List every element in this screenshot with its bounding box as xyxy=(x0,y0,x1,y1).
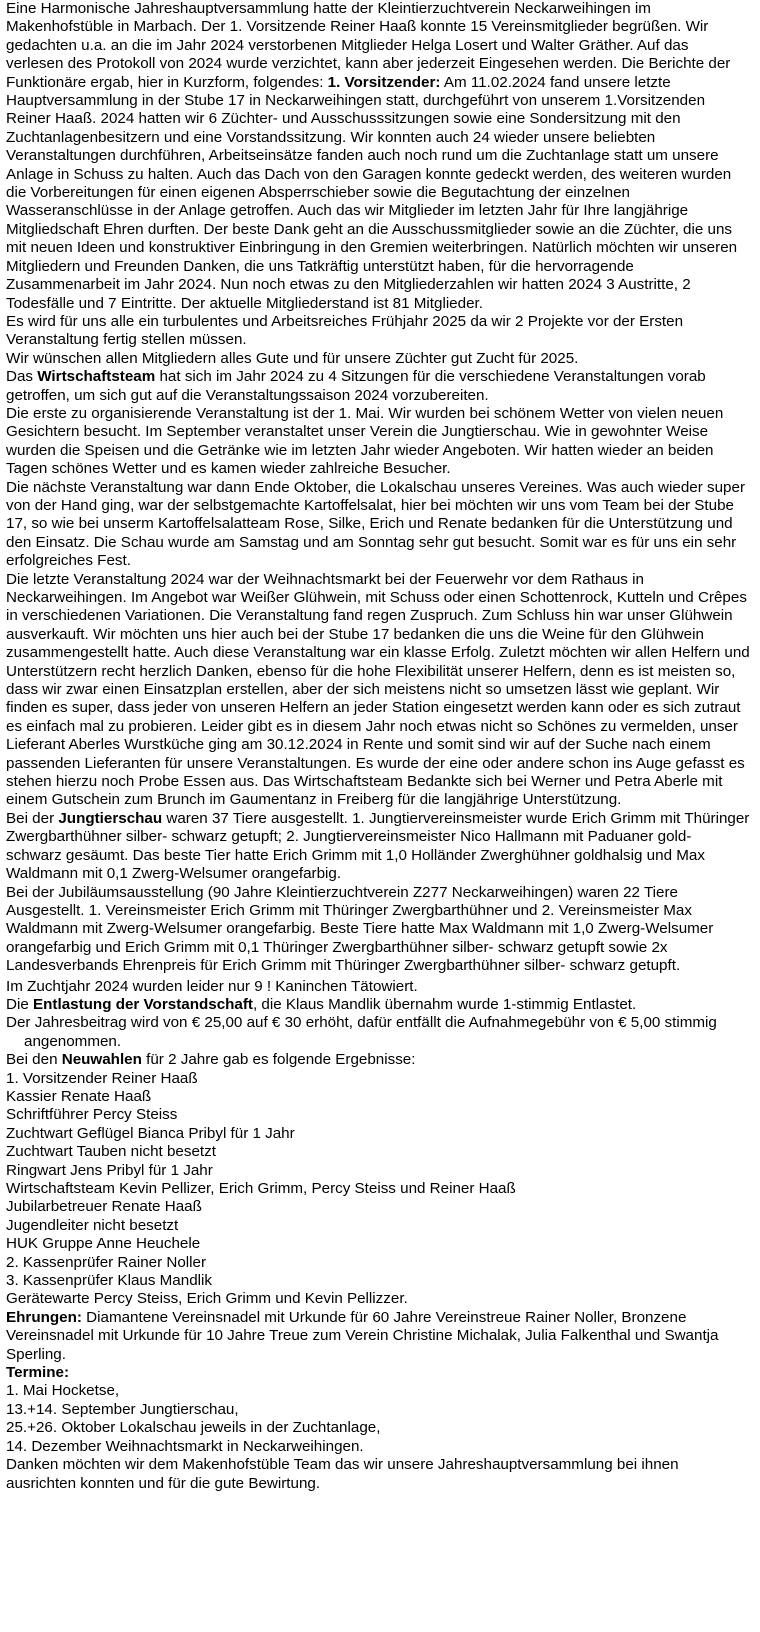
election-line xyxy=(6,1088,750,1106)
termine-heading xyxy=(6,1364,750,1382)
jungtierschau-paragraph xyxy=(6,810,750,884)
election-line xyxy=(6,1235,750,1253)
text-run: Das xyxy=(6,368,38,386)
text-run: Kassier Renate Haaß xyxy=(6,1087,152,1105)
election-line xyxy=(6,1070,750,1088)
ehrungen-paragraph xyxy=(6,1309,750,1364)
text-run: Bei der Jubiläumsausstellung (90 Jahre Kleintierzuchtverein Z277 Neckarweihingen) waren 22 Tiere Ausgestellt. 1. Vereinsmeister Erich Grimm mit Thüringer Zwergbarthühner und 2. Vereinsmeister Max Waldmann mit Zwerg-Welsumer orangefarbig. Beste Tiere hatte Max Waldmann mit 1,0 Zwerg-Welsumer orangefarbig und Erich Grimm mit 0,1 Thüringer Zwergbarthühner silber- schwarz getupft sowie 2x Landesverbands Ehrenpreis für Erich Grimm mit Thüringer Zwergbarthühner silber- schwarz getupft. xyxy=(6,883,714,975)
election-line xyxy=(6,1254,750,1272)
text-run: Wir wünschen allen Mitgliedern alles Gute und für unsere Züchter gut Zucht für 2025. xyxy=(6,349,579,367)
text-run: Zuchtwart Geflügel Bianca Pribyl für 1 Jahr xyxy=(6,1124,295,1142)
text-run: 25.+26. Oktober Lokalschau jeweils in der Zuchtanlage, xyxy=(6,1419,381,1437)
bold-text: Termine: xyxy=(6,1364,70,1382)
text-run: 1. Mai Hocketse, xyxy=(6,1382,120,1400)
text-run: für 2 Jahre gab es folgende Ergebnisse: xyxy=(141,1051,416,1069)
text-run: Die xyxy=(6,995,34,1013)
text-run: Die letzte Veranstaltung 2024 war der Weihnachtsmarkt bei der Feuerwehr vor dem Rathaus in Neckarweihingen. Im Angebot war Weißer Glühwein, mit Schuss oder einen Schottenrock, Kutteln und Crêpes in verschiedenen Variationen. Die Veranstaltung fand regen Zuspruch. Zum Schluss hin war unser Glühwein ausverkauft. Wir möchten uns hier auch bei der Stube 17 bedanken die uns die Weine für den Glühwein zusammengestellt hatte. Auch diese Veranstaltung war ein klasse Erfolg. Zuletzt möchten wir allen Helfern und Unterstützern recht herzlich Danken, ebenso für die hohe Flexibilität unserer Helfern, denn es ist meisten so, dass wir zwar einen Einsatzplan erstellen, aber der sich meistens nicht so umsetzen lässt wie geplant. Wir finden es super, dass jeder von unseren Helfern an jeder Station eingesetzt werden kann oder es sich zutraut es einfach mal zu probieren. Leider gibt es in diesem Jahr noch etwas nicht so Schönes zu vermelden, unser Lieferant Aberles Wurstküche ging am 30.12.2024 in Rente und somit sind wir auf der Suche nach einem passenden Lieferanten für unsere Veranstaltungen. Es wurde der eine oder andere schon ins Auge gefasst es stehen hierzu noch Probe Essen aus. Das Wirtschaftsteam Bedankte sich bei Werner und Petra Aberle mit einem Gutschein zum Brunch im Gaumentanz in Freiberg für die langjährige Unterstützung. xyxy=(6,570,750,809)
wirtschaftsteam-paragraph xyxy=(6,368,750,405)
election-line xyxy=(6,1180,750,1198)
termine-line xyxy=(6,1382,750,1400)
election-line xyxy=(6,1106,750,1124)
bold-text: Entlastung der Vorstandschaft xyxy=(33,995,253,1013)
text-run: Jubilarbetreuer Renate Haaß xyxy=(6,1198,202,1216)
text-run: 13.+14. September Jungtierschau, xyxy=(6,1400,239,1418)
outlook-paragraph xyxy=(6,313,750,350)
election-line xyxy=(6,1272,750,1290)
election-line xyxy=(6,1125,750,1143)
text-run: 3. Kassenprüfer Klaus Mandlik xyxy=(6,1272,212,1290)
text-run: Es wird für uns alle ein turbulentes und Arbeitsreiches Frühjahr 2025 da wir 2 Projekte vor der Ersten Veranstaltung fertig stellen müssen. xyxy=(6,312,684,349)
text-run: Bei der xyxy=(6,809,59,827)
text-run: Jugendleiter nicht besetzt xyxy=(6,1216,179,1234)
text-run: Schriftführer Percy Steiss xyxy=(6,1106,178,1124)
text-run: HUK Gruppe Anne Heuchele xyxy=(6,1235,201,1253)
text-run: Danken möchten wir dem Makenhofstüble Team das wir unsere Jahreshauptversammlung bei ihnen ausrichten konnten und für die gute Bewirtung. xyxy=(6,1456,679,1492)
neuwahlen-paragraph xyxy=(6,1051,750,1069)
text-run: Diamantene Vereinsnadel mit Urkunde für 60 Jahre Vereinstreue Rainer Noller, Bronzene Vereinsnadel mit Urkunde für 10 Jahre Treue zum Verein Christine Michalak, Julia Falkenthal und Swantja Sperling. xyxy=(6,1308,719,1363)
text-run: Der Jahresbeitrag wird von € 25,00 auf € 30 erhöht, dafür entfällt die Aufnahmegebühr von € 5,00 stimmig angenommen. xyxy=(6,1014,717,1050)
beitrag-paragraph xyxy=(6,1014,750,1051)
election-line xyxy=(6,1198,750,1216)
closing-paragraph xyxy=(6,1456,750,1493)
first-event-paragraph xyxy=(6,405,750,479)
entlastung-paragraph xyxy=(6,996,750,1014)
text-run: Im Zuchtjahr 2024 wurden leider nur 9 ! Kaninchen Tätowiert. xyxy=(6,977,418,995)
text-run: Zuchtwart Tauben nicht besetzt xyxy=(6,1143,216,1161)
termine-line xyxy=(6,1438,750,1456)
text-run: Ringwart Jens Pribyl für 1 Jahr xyxy=(6,1161,213,1179)
bold-text: Wirtschaftsteam xyxy=(37,368,156,386)
text-run: hat sich im Jahr 2024 zu 4 Sitzungen für die verschiedene Veranstaltungen vorab getroffen, um sich gut auf die Veranstaltungssaison 2024 vorzubereiten. xyxy=(6,368,706,404)
text-run: waren 37 Tiere ausgestellt. 1. Jungtiervereinsmeister wurde Erich Grimm mit Thüringer Zwergbarthühner silber- schwarz getupft; 2. Jungtiervereinsmeister Nico Hallmann mit Paduaner gold- schwarz gesäumt. Das beste Tier hatte Erich Grimm mit 1,0 Holländer Zwerghühner goldhalsig und Max Waldmann mit 0,1 Zwerg-Welsumer orangefarbig. xyxy=(6,809,750,883)
termine-line xyxy=(6,1401,750,1419)
intro-paragraph xyxy=(6,0,750,313)
election-line xyxy=(6,1217,750,1235)
text-run: , die Klaus Mandlik übernahm wurde 1-stimmig Entlastet. xyxy=(252,995,637,1013)
text-run: Wirtschaftsteam Kevin Pellizer, Erich Grimm, Percy Steiss und Reiner Haaß xyxy=(6,1180,516,1197)
text-run: Die erste zu organisierende Veranstaltung ist der 1. Mai. Wir wurden bei schönem Wetter von vielen neuen Gesichtern besucht. Im September veranstaltet unser Verein die Jungtierschau. Wie in gewohnter Weise wurden die Speisen und die Getränke wie im letzten Jahr wieder Angeboten. Wir hatten wieder an beiden Tagen schönes Wetter und es kamen wieder zahlreiche Besucher. xyxy=(6,404,724,478)
text-run: Bei den xyxy=(6,1051,62,1069)
termine-line xyxy=(6,1419,750,1437)
election-line xyxy=(6,1143,750,1161)
text-run: Gerätewarte Percy Steiss, Erich Grimm und Kevin Pellizzer. xyxy=(6,1290,408,1308)
bold-text: Ehrungen: xyxy=(6,1308,82,1326)
text-run: 14. Dezember Weihnachtsmarkt in Neckarweihingen. xyxy=(6,1437,364,1455)
jubilaeum-paragraph xyxy=(6,884,750,976)
bold-text: Jungtierschau xyxy=(58,809,163,827)
text-run: 1. Vorsitzender Reiner Haaß xyxy=(6,1069,198,1087)
election-line xyxy=(6,1162,750,1180)
weihnachtsmarkt-paragraph xyxy=(6,571,750,810)
text-run: 2. Kassenprüfer Rainer Noller xyxy=(6,1253,207,1271)
kaninchen-paragraph xyxy=(6,978,750,996)
lokalschau-paragraph xyxy=(6,479,750,571)
election-line xyxy=(6,1290,750,1308)
bold-text: 1. Vorsitzender: xyxy=(327,73,441,91)
bold-text: Neuwahlen xyxy=(61,1051,142,1069)
text-run: Eine Harmonische Jahreshauptversammlung hatte der Kleintierzuchtverein Neckarweihingen im Makenhofstüble in Marbach. Der 1. Vorsitzende Reiner Haaß konnte 15 Vereinsmitglieder begrüßen. Wir gedachten u.a. an die im Jahr 2024 verstorbenen Mitglieder Helga Losert und Walter Gräther. Auf das verlesen des Protokoll von 2024 wurde verzichtet, kann aber jederzeit Eingesehen werden. Die Berichte der Funktionäre ergab, hier in Kurzform, folgendes: xyxy=(6,0,731,91)
text-run: Am 11.02.2024 fand unsere letzte Hauptversammlung in der Stube 17 in Neckarweihingen statt, durchgeführt von unserem 1.Vorsitzenden Reiner Haaß. 2024 hatten wir 6 Züchter- und Ausschusssitzungen sowie eine Sondersitzung mit den Zuchtanlagenbesitzern und eine Vorstandssitzung. Wir konnten auch 24 wieder unsere beliebten Veranstaltungen durchführen, Arbeitseinsätze fanden auch noch rund um die Zuchtanlage statt um unsere Anlage in Schuss zu halten. Auch das Dach von den Garagen konnte gedeckt werden, des weiteren wurden die Vorbereitungen für einen eigenen Absperrschieber sowie die Begutachtung der einzelnen Wasseranschlüsse in der Anlage getroffen. Auch das wir Mitglieder im letzten Jahr für Ihre langjährige Mitgliedschaft Ehren durften. Der beste Dank geht an die Ausschussmitglieder sowie an die Züchter, die uns mit neuen Ideen und konstruktiver Einbringung in den Gremien weiterbringen. Natürlich möchten wir unseren Mitgliedern und Freunden Danken, die uns Tatkräftig unterstützt haben, für die hervorragende Zusammenarbeit im Jahr 2024. Nun noch etwas zu den Mitgliederzahlen wir hatten 2024 3 Austritte, 2 Todesfälle und 7 Eintritte. Der aktuelle Mitgliederstand ist 81 Mitglieder. xyxy=(6,73,738,312)
text-run: Die nächste Veranstaltung war dann Ende Oktober, die Lokalschau unseres Vereines. Was auch wieder super von der Hand ging, war der selbstgemachte Kartoffelsalat, hier bei möchten wir uns vom Team bei der Stube 17, so wie bei unserm Kartoffelsalatteam Rose, Silke, Erich und Renate bedanken für die Unterstützung und den Einsatz. Die Schau wurde am Samstag und am Sonntag sehr gut besucht. Somit war es für uns ein sehr erfolgreiches Fest. xyxy=(6,478,746,570)
wishes-paragraph xyxy=(6,350,750,368)
